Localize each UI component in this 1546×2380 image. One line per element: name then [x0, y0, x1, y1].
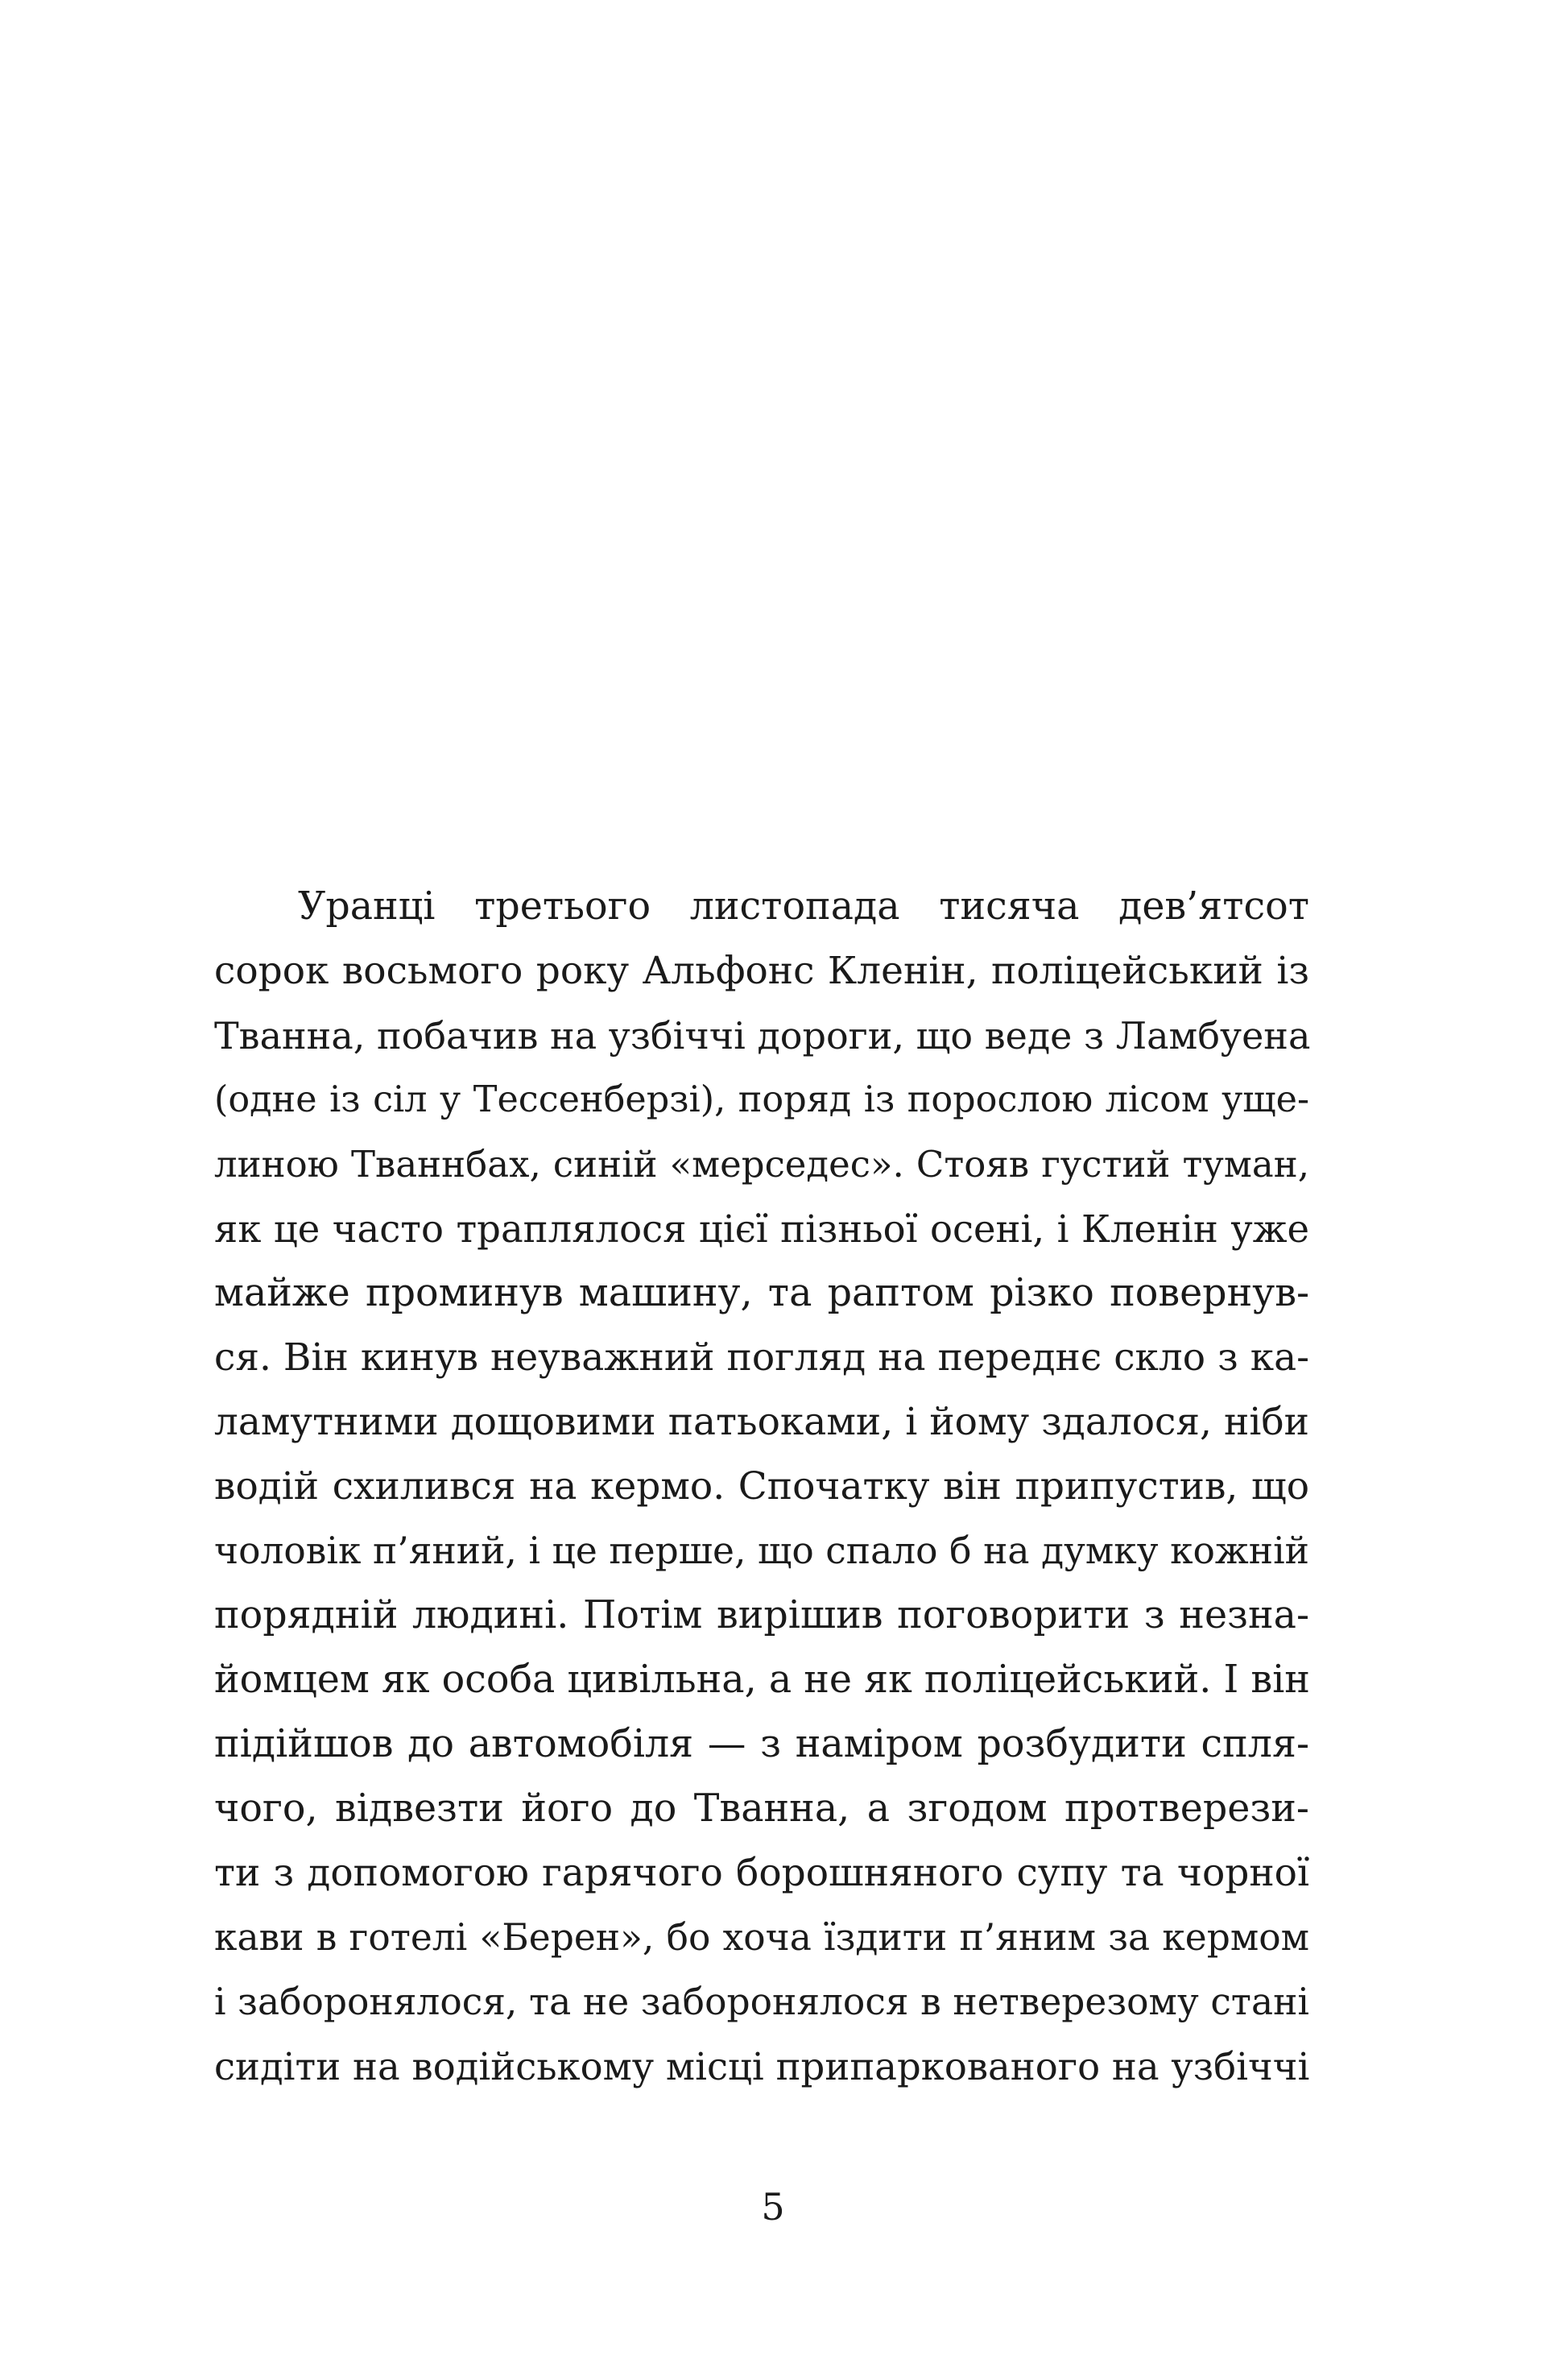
page-number: 5 [761, 2185, 785, 2229]
text-line-12: порядній людині. Потім вирішив поговорити з незна- [214, 1593, 1309, 1637]
text-line-17: кави в готелі «Берен», бо хоча їздити п’яним за кермом [214, 1916, 1309, 1959]
text-line-14: підійшов до автомобіля — з наміром розбудити спля- [214, 1722, 1309, 1766]
text-line-10: водій схилився на кермо. Спочатку він припустив, що [214, 1464, 1309, 1509]
text-line-11: чоловік п’яний, і це перше, що спало б на думку кожній [214, 1529, 1309, 1572]
text-line-19: сидіти на водійському місці припаркованого на узбіччі [214, 2045, 1310, 2088]
text-line-9: ламутними дощовими патьоками, і йому здалося, ніби [214, 1400, 1309, 1444]
text-line-8: ся. Він кинув неуважний погляд на переднє скло з ка- [214, 1335, 1309, 1380]
text-line-2: сорок восьмого року Альфонс Кленін, поліцейський із [214, 949, 1309, 993]
text-line-1: Уранці третього листопада тисяча дев’ятсот [298, 884, 1309, 929]
text-line-16: ти з допомогою гарячого борошняного супу та чорної [214, 1851, 1309, 1895]
text-line-15: чого, відвезти його до Тванна, а згодом протверези- [214, 1786, 1309, 1831]
text-line-7: майже проминув машину, та раптом різко повернув- [214, 1271, 1309, 1315]
text-line-13: йомцем як особа цивільна, а не як поліцейський. І він [214, 1658, 1310, 1702]
text-line-5: линою Тваннбах, синій «мерседес». Стояв густий туман, [214, 1143, 1309, 1186]
text-line-3: Тванна, побачив на узбіччі дороги, що веде з Ламбуена [214, 1014, 1311, 1058]
body-text [214, 875, 1309, 2099]
text-line-4: (одне із сіл у Тессенберзі), поряд із порослою лісом уще- [214, 1079, 1309, 1120]
text-line-6: як це часто траплялося цієї пізньої осені, і Кленін уже [214, 1207, 1309, 1251]
text-line-18: і заборонялося, та не заборонялося в нетверезому стані [214, 1981, 1309, 2023]
